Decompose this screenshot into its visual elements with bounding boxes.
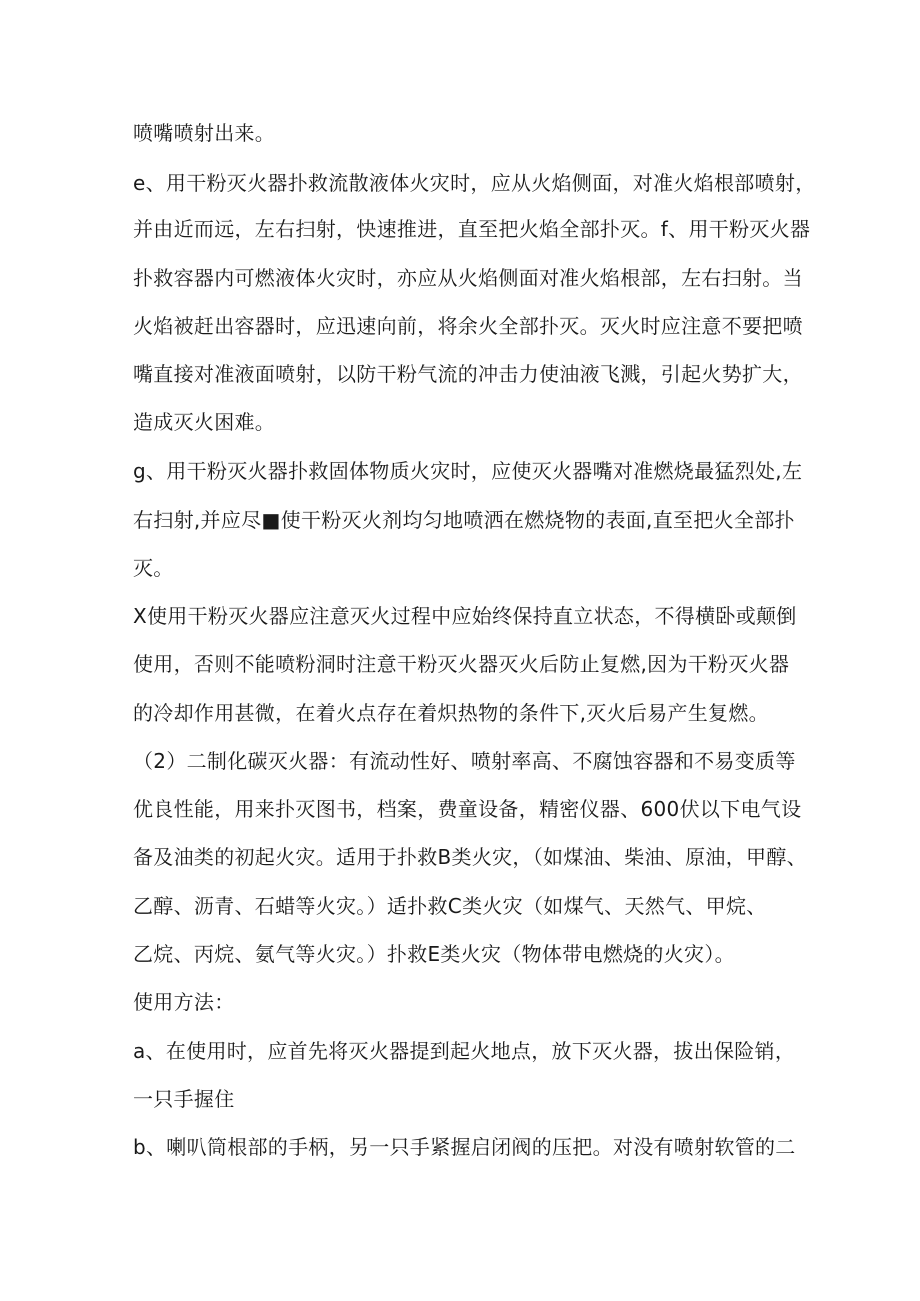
text-line: 乙醇、沥青、石蜡等火灾。）适扑救C类火灾（如煤气、天然气、甲烷、 xyxy=(133,894,767,918)
text-line: 火焰被赶出容器时，应迅速向前，将余火全部扑灭。灭火时应注意不要把喷 xyxy=(133,314,803,338)
text-line: 喷嘴喷射出来。 xyxy=(133,121,276,145)
text-line: e、用干粉灭火器扑救流散液体火灾时，应从火焰侧面，对准火焰根部喷射， xyxy=(133,171,816,195)
text-line: 优良性能，用来扑灭图书，档案，费童设备，精密仪器、600伏以下电气设 xyxy=(133,797,802,821)
text-line: 使用方法： xyxy=(133,990,235,1014)
text-line: a、在使用时，应首先将灭火器提到起火地点，放下灭火器，拔出保险销， xyxy=(133,1039,796,1063)
text-line: 并由近而远，左右扫射，快速推进，直至把火焰全部扑灭。f、用干粉灭火器 xyxy=(133,217,811,241)
text-line: 右扫射,并应尽■使干粉灭火剂均匀地喷洒在燃烧物的表面,直至把火全部扑 xyxy=(133,508,795,532)
text-line: 使用，否则不能喷粉洞时注意干粉灭火器灭火后防止复燃,因为干粉灭火器 xyxy=(133,652,790,676)
text-line: g、用干粉灭火器扑救固体物质火灾时，应使灭火器嘴对准燃烧最猛烈处,左 xyxy=(133,459,803,483)
text-line: 的冷却作用甚微，在着火点存在着炽热物的条件下,灭火后易产生复燃。 xyxy=(133,701,769,725)
text-line: X使用干粉灭火器应注意灭火过程中应始终保持直立状态，不得横卧或颠倒 xyxy=(133,604,797,628)
text-line: 一只手握住 xyxy=(133,1087,235,1111)
text-line: 嘴直接对准液面喷射，以防干粉气流的冲击力使油液飞溅，引起火势扩大， xyxy=(133,362,803,386)
text-line: 造成灭火困难。 xyxy=(133,410,276,434)
text-line: 扑救容器内可燃液体火灾时，亦应从火焰侧面对准火焰根部，左右扫射。当 xyxy=(133,266,803,290)
text-line: 乙烷、丙烷、氨气等火灾。）扑救E类火灾（物体带电燃烧的火灾）。 xyxy=(133,942,735,966)
text-line: b、喇叭筒根部的手柄，另一只手紧握启闭阀的压把。对没有喷射软管的二 xyxy=(133,1135,796,1159)
text-line: （2）二制化碳灭火器：有流动性好、喷射率高、不腐蚀容器和不易变质等 xyxy=(133,749,796,773)
text-line: 备及油类的初起火灾。适用于扑救B类火灾，（如煤油、柴油、原油，甲醇、 xyxy=(133,845,807,869)
text-line: 灭。 xyxy=(133,556,174,580)
